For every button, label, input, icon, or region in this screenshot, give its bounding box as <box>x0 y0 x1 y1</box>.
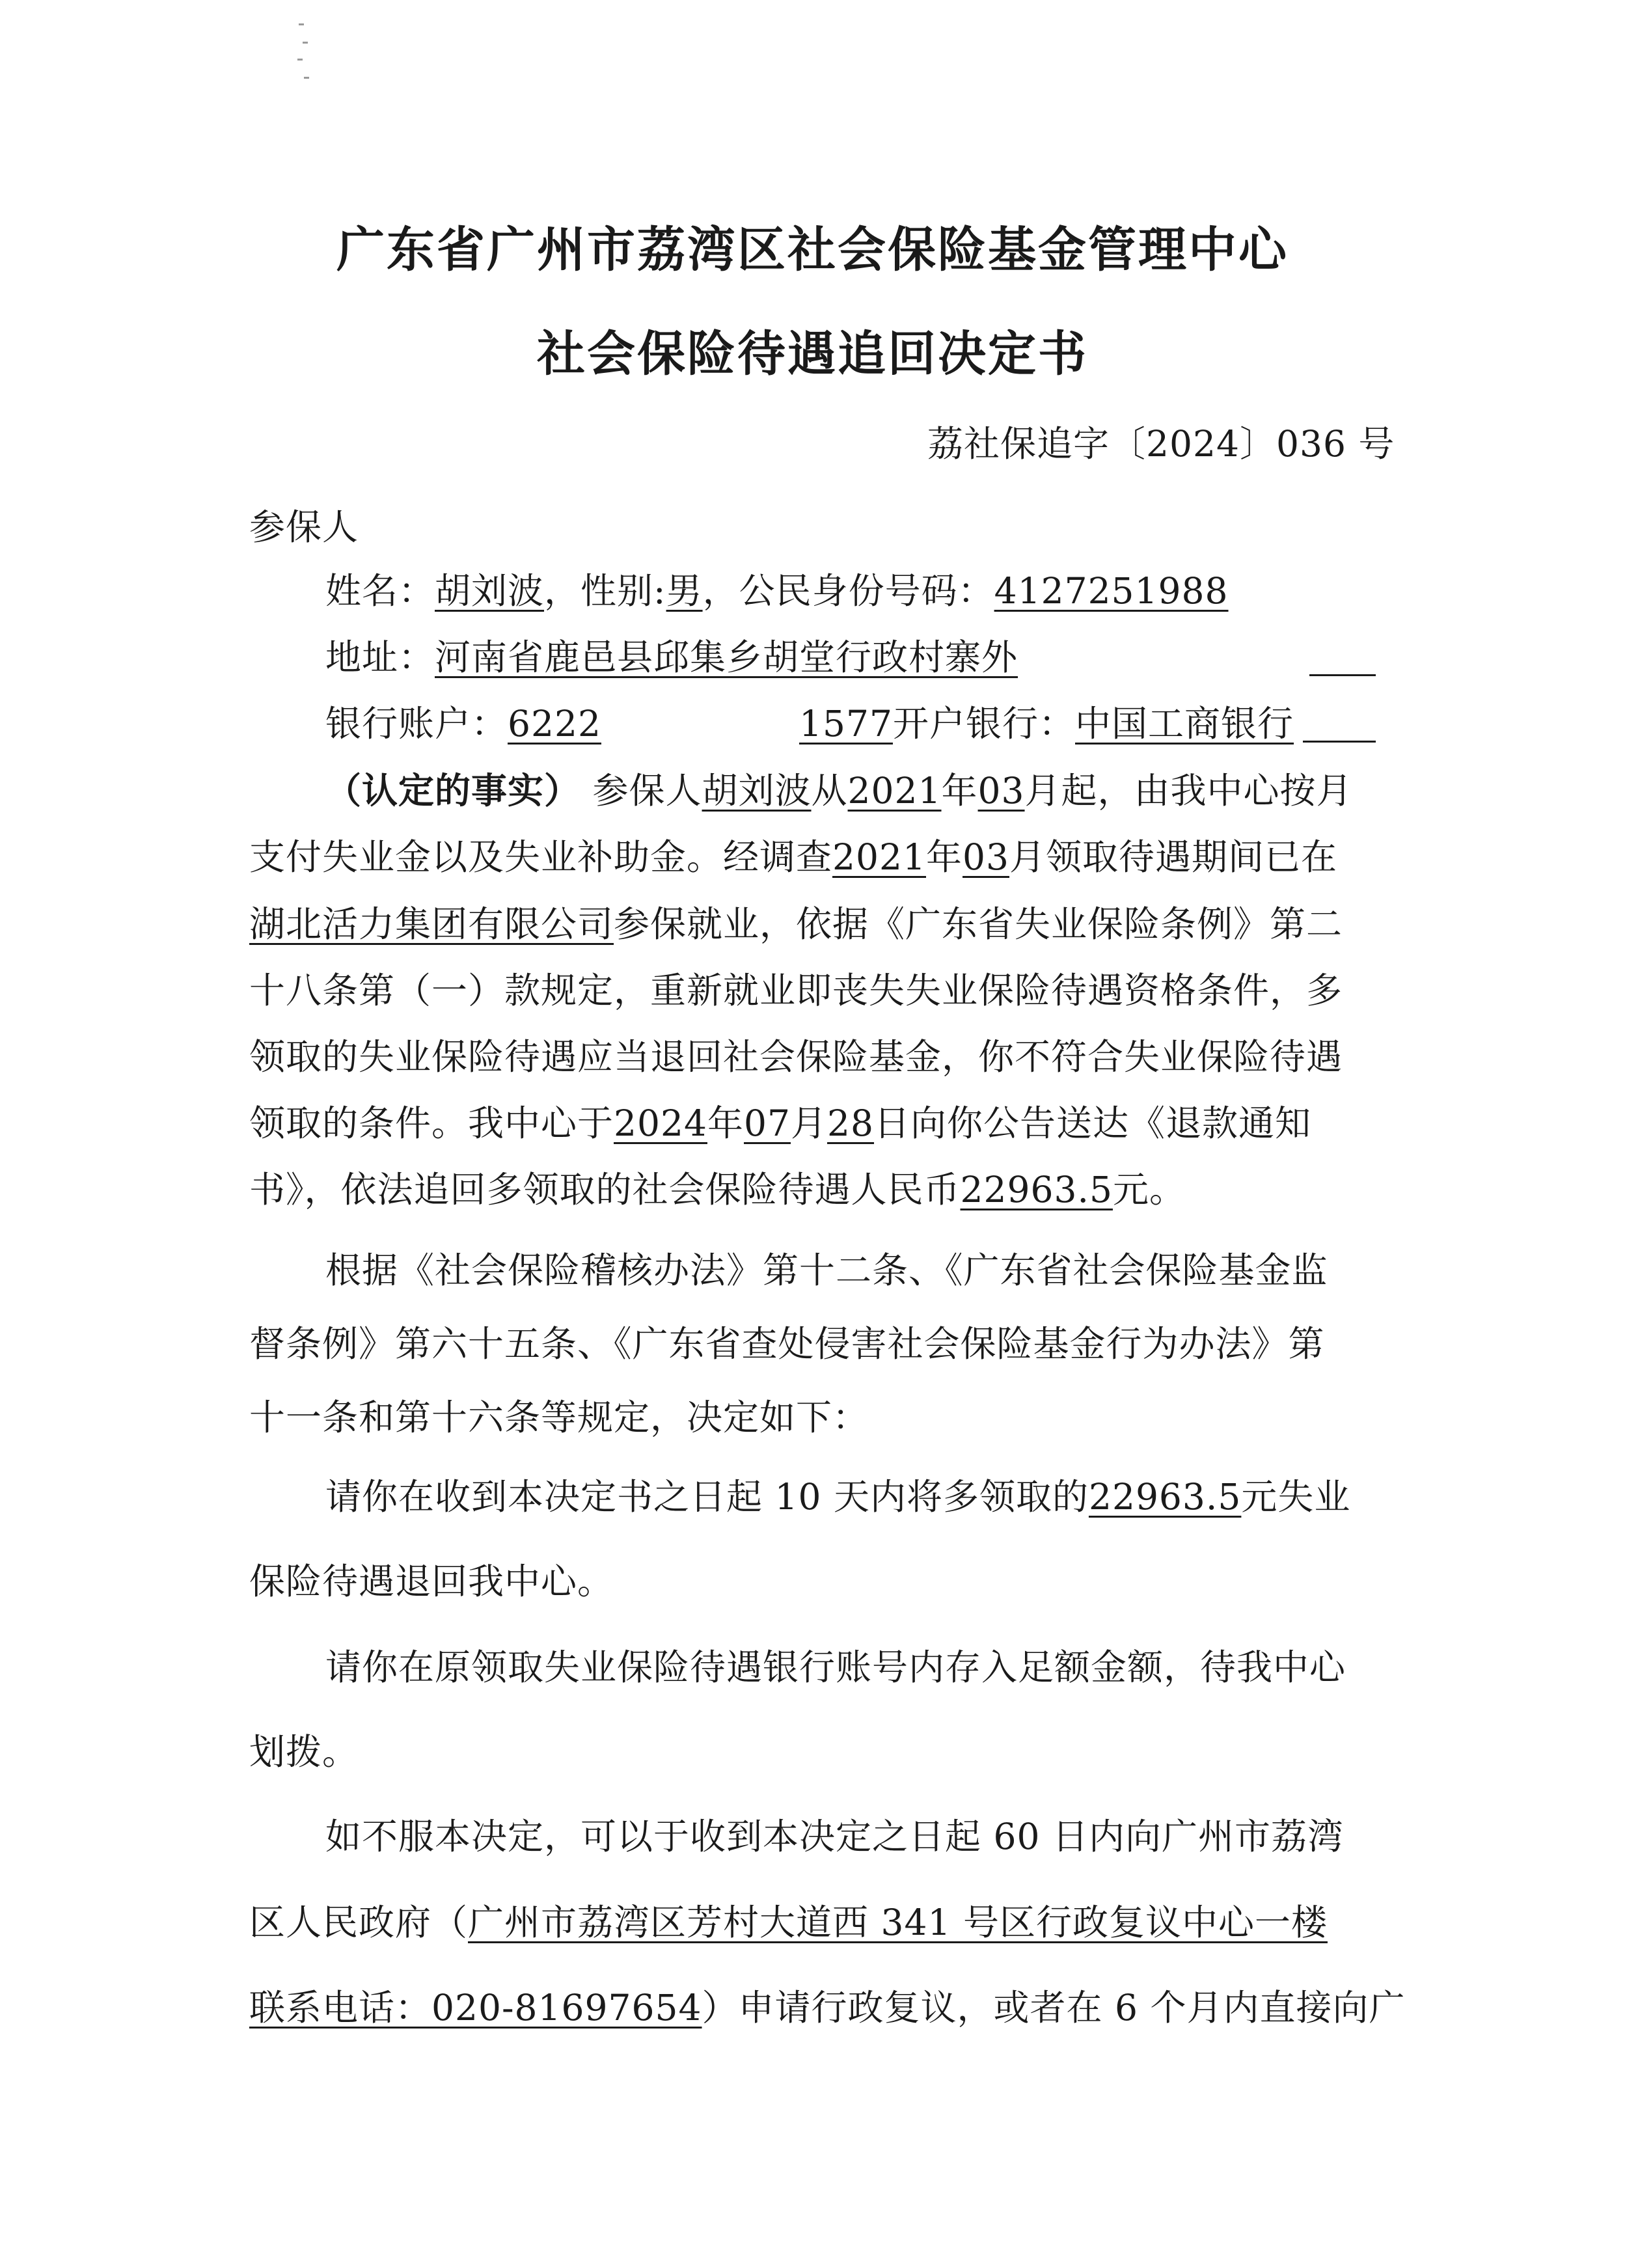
facts-line-6 <box>249 1097 1311 1149</box>
facts-line-3 <box>249 898 1343 950</box>
bank-name: 中国工商银行 <box>1075 703 1294 745</box>
decision-p2-line-2: 划拨。 <box>249 1731 359 1773</box>
address-underline-tail <box>1309 674 1376 676</box>
text-segment: 元。 <box>1112 1169 1186 1210</box>
bank-line-right <box>799 698 1294 750</box>
decision-p1-line-2: 保险待遇退回我中心。 <box>249 1561 614 1602</box>
text-segment: 月 <box>791 1102 828 1144</box>
gender-value: 男 <box>666 570 703 612</box>
notice-month: 07 <box>744 1102 791 1144</box>
check-month: 03 <box>963 836 1010 878</box>
appeal-line-1: 如不服本决定，可以于收到本决定之日起 60 日内向广州市荔湾 <box>325 1816 1344 1857</box>
insured-name-line <box>325 565 1229 617</box>
review-center-address: 广州市荔湾区芳村大道西 341 号区行政复议中心一楼 <box>468 1902 1328 1943</box>
text-segment: ）申请行政复议，或者在 6 个月内直接向广 <box>702 1987 1406 2029</box>
check-year: 2021 <box>832 836 926 878</box>
bank-account-prefix: 6222 <box>508 703 601 745</box>
text-segment: 参保人 <box>592 770 702 812</box>
name-value: 胡刘波 <box>435 570 545 612</box>
text-segment: 年 <box>926 836 963 878</box>
text-segment: 书》，依法追回多领取的社会保险待遇人民币 <box>249 1169 961 1210</box>
gender-label: ，性别: <box>544 570 666 612</box>
name-label: 姓名： <box>325 570 435 612</box>
text-segment: 日向你公告送达《退款通知 <box>874 1102 1312 1144</box>
text-segment: 月领取待遇期间已在 <box>1009 836 1338 878</box>
basis-line-3: 十一条和第十六条等规定，决定如下： <box>249 1397 869 1438</box>
insured-address-line <box>325 631 1018 683</box>
bank-account-line <box>325 698 601 750</box>
facts-line-4: 十八条第（一）款规定，重新就业即丧失失业保险待遇资格条件，多 <box>249 970 1343 1011</box>
basis-line-1: 根据《社会保险稽核办法》第十二条、《广东省社会保险基金监 <box>325 1250 1328 1291</box>
text-segment: 元失业 <box>1241 1476 1351 1518</box>
text-segment: 区人民政府（ <box>249 1902 469 1943</box>
decision-p2-line-1: 请你在原领取失业保险待遇银行账号内存入足额金额，待我中心 <box>325 1646 1346 1688</box>
text-segment: 年 <box>941 770 978 812</box>
title-line-2: 社会保险待遇追回决定书 <box>537 326 1088 382</box>
decision-p1-line-1 <box>325 1471 1350 1523</box>
text-segment: 请你在收到本决定书之日起 10 天内将多领取的 <box>325 1476 1089 1518</box>
facts-line-5: 领取的失业保险待遇应当退回社会保险基金，你不符合失业保险待遇 <box>249 1036 1343 1078</box>
title-line-1: 广东省广州市荔湾区社会保险基金管理中心 <box>336 222 1289 278</box>
start-month: 03 <box>977 770 1025 812</box>
facts-label: （认定的事实） <box>325 770 581 812</box>
facts-amount: 22963.5 <box>960 1169 1113 1210</box>
facts-line-7 <box>249 1164 1186 1216</box>
facts-person: 胡刘波 <box>702 770 812 812</box>
text-segment: 领取的条件。我中心于 <box>249 1102 614 1144</box>
text-segment: 支付失业金以及失业补助金。经调查 <box>249 836 833 878</box>
review-center-phone: 联系电话：020-81697654 <box>249 1987 702 2029</box>
document-number: 荔社保追字〔2024〕036 号 <box>927 423 1395 465</box>
insured-heading: 参保人 <box>249 506 359 548</box>
bank-label: 开户银行： <box>892 703 1075 745</box>
start-year: 2021 <box>847 770 942 812</box>
decision-amount: 22963.5 <box>1088 1476 1242 1518</box>
company-name: 湖北活力集团有限公司 <box>249 903 614 945</box>
bank-account-suffix: 1577 <box>799 703 893 745</box>
notice-year: 2024 <box>614 1102 707 1144</box>
address-label: 地址： <box>325 636 435 678</box>
notice-day: 28 <box>827 1102 875 1144</box>
id-number: 4127251988 <box>994 570 1229 612</box>
bank-underline-tail <box>1303 741 1376 743</box>
basis-line-2: 督条例》第六十五条、《广东省查处侵害社会保险基金行为办法》第 <box>249 1323 1325 1365</box>
text-segment: 月起，由我中心按月 <box>1024 770 1353 812</box>
id-label: ，公民身份号码： <box>702 570 994 612</box>
appeal-line-3 <box>249 1982 1405 2034</box>
text-segment: 参保就业，依据《广东省失业保险条例》第二 <box>614 903 1343 945</box>
bank-account-label: 银行账户： <box>325 703 508 745</box>
address-value: 河南省鹿邑县邱集乡胡堂行政村寨外 <box>435 636 1018 678</box>
scan-specks <box>296 20 322 85</box>
facts-line-1 <box>325 765 1353 817</box>
text-segment: 年 <box>707 1102 744 1144</box>
facts-line-2 <box>249 831 1337 883</box>
appeal-line-2 <box>249 1896 1328 1948</box>
text-segment: 从 <box>811 770 848 812</box>
